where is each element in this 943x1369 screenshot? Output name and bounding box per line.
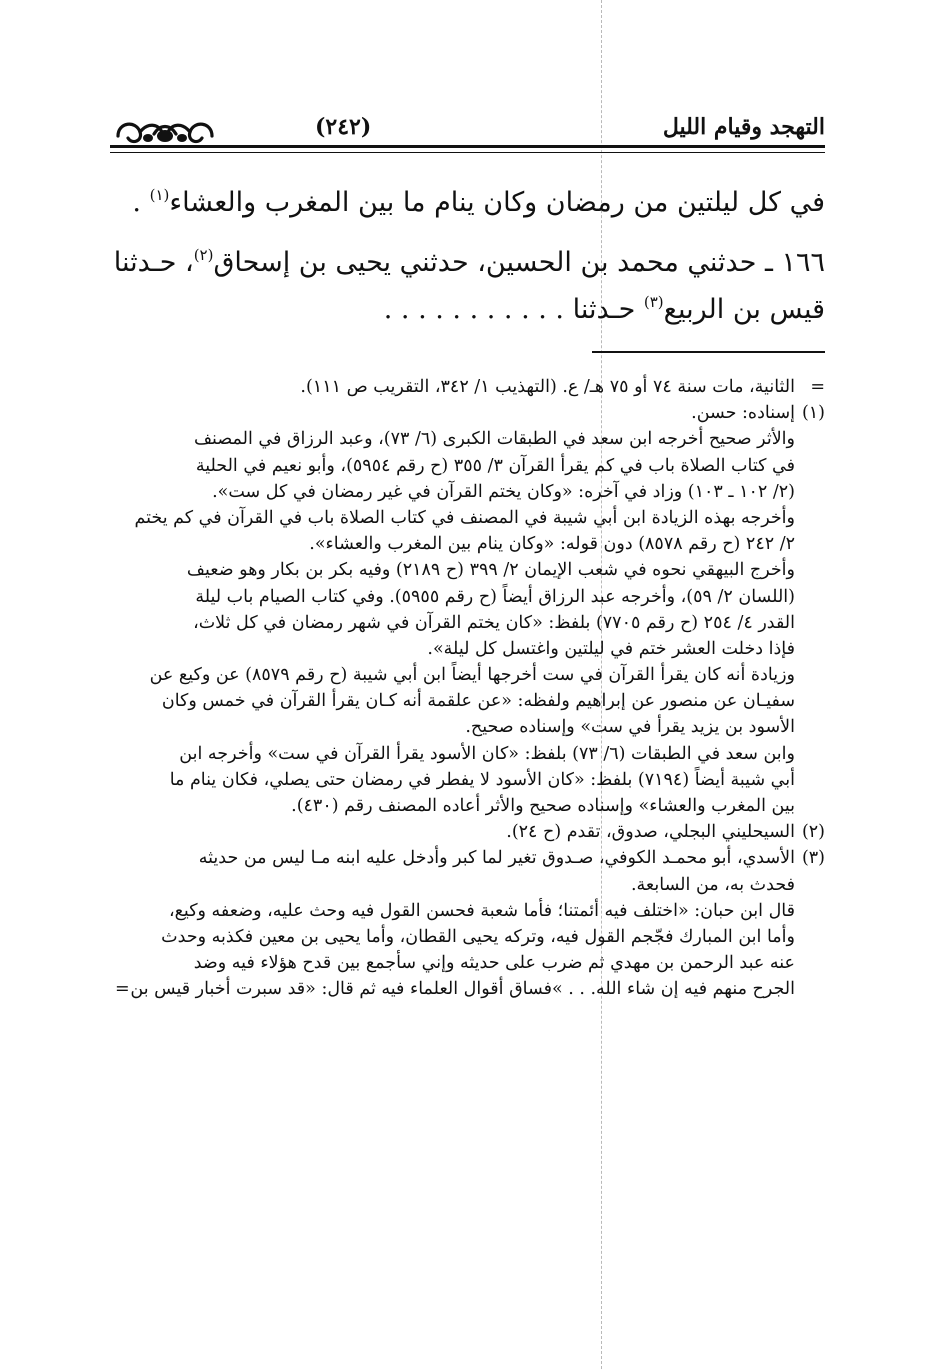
footnote-2 bbox=[115, 819, 825, 845]
running-title: التهجد وقيام الليل bbox=[662, 114, 825, 140]
footnote-line: الأسود بن يزيد يقرأ في ست» وإسناده صحيح. bbox=[465, 717, 795, 738]
footnote-line: القدر ٤/ ٢٥٤ (ح رقم ٧٧٠٥) بلفظ: «كان يختم القرآن في شهر رمضان في كل ثلاث، bbox=[193, 612, 795, 633]
footnote-line: (اللسان ٢/ ٥٩)، وأخرجه عبد الرزاق أيضاً (ح رقم ٥٩٥٥). وفي كتاب الصيام باب ليلة bbox=[195, 586, 795, 607]
page-number: (٢٤٢) bbox=[315, 114, 372, 140]
footnote-number: (٢) bbox=[801, 822, 825, 843]
page-header bbox=[110, 112, 825, 162]
continuation-dots: . . . . . . . . . . . bbox=[383, 294, 564, 325]
footnote-line: وأما ابن المبارك فجّجم القول فيه، وتركه يحيى القطان، وأما يحيى بن معين فكذبه وحدث bbox=[161, 926, 795, 947]
footnote-line: فحدث به، من السابعة. bbox=[630, 874, 795, 895]
footnote-line: فإذا دخلت العشر ختم في ليلتين واغتسل كل ليلة». bbox=[427, 638, 795, 659]
footnote-text: الأسدي، أبو محمـد الكوفي، صـدوق تغير لما كبر وأدخل عليه ابنه مـا ليس من حديثه bbox=[198, 848, 795, 869]
footnote-continuation bbox=[115, 374, 825, 400]
continuation-mark: = bbox=[115, 979, 130, 1000]
footnote-1 bbox=[115, 400, 825, 426]
footnote-line: (٢/ ١٠٢ ـ ١٠٣) وزاد في آخره: «وكان يختم القرآن في غير رمضان في كل ست». bbox=[212, 481, 795, 502]
footnote-3 bbox=[115, 845, 825, 871]
hadith-166-start: ١٦٦ ـ حدثني محمد بن الحسين، حدثني يحيى بن إسحاق bbox=[213, 247, 825, 278]
decorative-flourish-icon bbox=[110, 112, 220, 162]
main-text: قيس بن الربيع bbox=[663, 294, 825, 325]
footnote-line: وابن سعد في الطبقات (٦/ ٧٣) بلفظ: «كان الأسود يقرأ القرآن في ست» وأخرجه ابن bbox=[179, 743, 795, 764]
footnote-text: الثانية، مات سنة ٧٤ أو ٧٥ هـ/ ع. (التهذيب ١/ ٣٤٢، التقريب ص ١١١). bbox=[300, 377, 795, 397]
footnotes bbox=[115, 374, 825, 1003]
main-text: حـدثنا bbox=[572, 294, 644, 325]
header-rule-thick bbox=[110, 145, 825, 148]
footnote-text: السيحليني البجلي، صدوق، تقدم (ح ٢٤). bbox=[506, 822, 795, 843]
footnote-ref-3: (٣) bbox=[643, 293, 664, 311]
footnote-line: وزيادة أنه كان يقرأ القرآن في ست أخرجها أيضاً ابن أبي شيبة (ح رقم ٨٥٧٩) عن وكيع عن bbox=[149, 665, 795, 686]
footnote-line: بين المغرب والعشاء» وإسناده صحيح والأثر أعاده المصنف رقم (٤٣٠). bbox=[291, 796, 795, 816]
footnote-text: الجرح منهم فيه إن شاء الله. . . »فساق أقوال العلماء فيه ثم قال: «قد سبرت أخبار قيس بن bbox=[130, 979, 795, 1000]
footnote-line: أبي شيبة أيضاً (٧١٩٤) بلفظ: «كان الأسود لا يفطر في رمضان حتى يصلي، فكان ينام ما bbox=[169, 769, 795, 790]
footnote-number: (١) bbox=[801, 403, 825, 424]
footnote-separator bbox=[592, 351, 825, 353]
footnote-line: وأخرج البيهقي نحوه في شعب الإيمان ٢/ ٣٩٩ (ح ٢١٨٩) وفيه بكر بن بكار وهو ضعيف bbox=[186, 560, 795, 581]
footnote-ref-2: (٢) bbox=[193, 246, 214, 264]
footnote-line: والأثر صحيح أخرجه ابن سعد في الطبقات الكبرى (٦/ ٧٣)، وعبد الرزاق في المصنف bbox=[193, 429, 795, 450]
header-rule-thin bbox=[110, 152, 825, 153]
main-text-line-2 bbox=[110, 243, 825, 283]
main-text: ، حـدثنا bbox=[113, 247, 194, 278]
footnote-number: (٣) bbox=[801, 848, 825, 869]
footnote-line: عنه عبد الرحمن بن مهدي ثم ضرب على حديثه وإني سأجمع بين قدح هؤلاء فيه وضد bbox=[193, 953, 795, 974]
footnote-line: سفيـان عن منصور عن إبراهيم ولفظه: «عن علقمة أنه كـان يقرأ القرآن في خمس وكان bbox=[161, 691, 795, 712]
footnote-ref-1: (١) bbox=[149, 186, 170, 204]
footnote-text: إسناده: حسن. bbox=[691, 403, 795, 424]
continuation-mark: = bbox=[810, 377, 825, 397]
main-text: . bbox=[132, 187, 150, 218]
footnote-line: ٢/ ٢٤٢ (ح رقم ٨٥٧٨) دون قوله: «وكان ينام بين المغرب والعشاء». bbox=[309, 534, 795, 555]
main-text-line-1 bbox=[110, 183, 825, 223]
footnote-last-line bbox=[115, 976, 825, 1002]
main-text-line-3 bbox=[110, 290, 825, 330]
main-text: في كل ليلتين من رمضان وكان ينام ما بين المغرب والعشاء bbox=[169, 187, 825, 218]
footnote-line: في كتاب الصلاة باب في كم يقرأ القرآن ٣/ ٣٥٥ (ح رقم ٥٩٥٤)، وأبو نعيم في الحلية bbox=[195, 455, 795, 476]
footnote-line: قال ابن حبان: «اختلف فيه أئمتنا؛ فأما شعبة فحسن القول فيه وحث عليه، وضعفه وكيع، bbox=[168, 900, 795, 921]
footnote-line: وأخرجه بهذه الزيادة ابن أبي شيبة في المصنف في كتاب الصلاة باب في القرآن في كم يختم bbox=[134, 507, 795, 528]
